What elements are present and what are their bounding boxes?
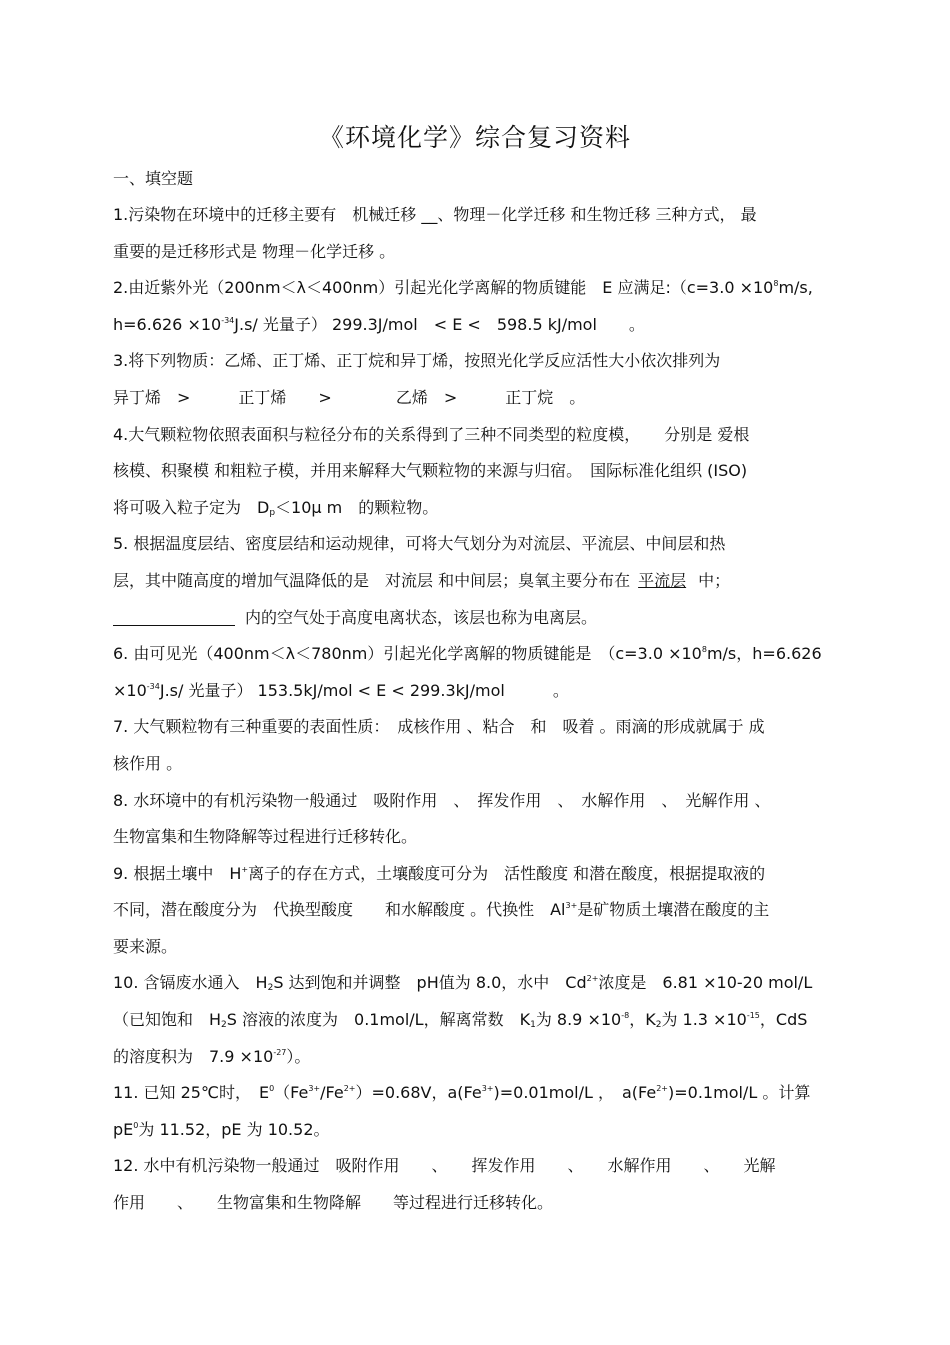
q10-text-g: ，K xyxy=(629,1010,656,1030)
q5-text-c: 内的空气处于高度电离状态，该层也称为电离层。 xyxy=(245,607,598,627)
q10-text-j: 的溶度积为 7.9 ×10 xyxy=(113,1046,274,1066)
q2-exp1: 8 xyxy=(773,279,779,289)
q11-line1 xyxy=(113,1075,848,1112)
q5-line1: 5. 根据温度层结、密度层结和运动规律，可将大气划分为对流层、平流层、中间层和热 xyxy=(113,534,726,554)
q2-text-b: m/s, xyxy=(778,278,813,298)
q2-text-d: J.s/ 光量子） 299.3J/mol < E < 598.5 kJ/mol 。 xyxy=(234,314,645,334)
q8-line2: 生物富集和生物降解等过程进行迁移转化。 xyxy=(113,827,418,847)
q3-line2: 异丁烯 > 正丁烯 > 乙烯 > 正丁烷 。 xyxy=(113,387,586,407)
q7-line1: 7. 大气颗粒物有三种重要的表面性质： 成核作用 、粘合 和 吸着 。雨滴的形成就属于 成 xyxy=(113,717,765,737)
q6-text-c: ×10 xyxy=(113,680,147,700)
q10-text-a: 10. 含镉废水通入 H xyxy=(113,973,268,993)
q10-text-e: S 溶液的浓度为 0.1mol/L，解离常数 K xyxy=(226,1010,531,1030)
q5-line3 xyxy=(113,600,848,637)
q9-text-c: 不同，潜在酸度分为 代换型酸度 和水解酸度 。代换性 Al xyxy=(113,900,566,920)
q10-text-h: 为 1.3 ×10 xyxy=(661,1010,747,1030)
q10-text-c: 浓度是 6.81 ×10-20 mol/L xyxy=(598,973,813,993)
q6-text-b: m/s，h=6.626 xyxy=(706,644,822,664)
q5-text-b: 中； xyxy=(698,570,731,590)
q9-text-d: 是矿物质土壤潜在酸度的主 xyxy=(577,900,770,920)
q2-line2 xyxy=(113,307,848,344)
q1-line1: 1.污染物在环境中的迁移主要有 机械迁移 __、物理－化学迁移 和生物迁移 三种方式， 最 xyxy=(113,205,757,224)
q6-text-d: J.s/ 光量子） 153.5kJ/mol < E < 299.3kJ/mol 。 xyxy=(159,680,569,700)
q11-sup3: 2+ xyxy=(343,1084,356,1094)
q11-text-g: pE xyxy=(113,1119,134,1139)
q6-exp2: -34 xyxy=(146,681,160,691)
q4-text-b: ＜10μ m 的颗粒物。 xyxy=(275,497,439,517)
q7-line2: 核作用 。 xyxy=(113,753,183,773)
q11-text-f: )=0.1mol/L 。计算 xyxy=(668,1083,811,1103)
q9-text-b: 离子的存在方式，土壤酸度可分为 活性酸度 和潜在酸度，根据提取液的 xyxy=(248,863,766,883)
q12-line2: 作用 、 生物富集和生物降解 等过程进行迁移转化。 xyxy=(113,1193,554,1213)
q2-exp2: -34 xyxy=(221,315,235,325)
q6-line2 xyxy=(113,673,848,710)
q9-text-a: 9. 根据土壤中 H xyxy=(113,863,242,883)
q10-line3 xyxy=(113,1039,848,1076)
q8-line1: 8. 水环境中的有机污染物一般通过 吸附作用 、 挥发作用 、 水解作用 、 光解作用 、 xyxy=(113,790,771,810)
q11-sup2: 3+ xyxy=(308,1084,321,1094)
q10-text-b: S 达到饱和并调整 pH值为 8.0，水中 Cd xyxy=(273,973,587,993)
q10-text-k: ）。 xyxy=(286,1046,311,1066)
q10-sup4: -27 xyxy=(273,1047,287,1057)
q9-line1 xyxy=(113,856,848,893)
q4-text-a: 将可吸入粒子定为 D xyxy=(113,497,270,517)
q6-line1 xyxy=(113,636,848,673)
q11-line2 xyxy=(113,1112,848,1149)
q3-line1: 3.将下列物质：乙烯、正丁烯、正丁烷和异丁烯，按照光化学反应活性大小依次排列为 xyxy=(113,351,721,371)
q5-line2 xyxy=(113,563,848,600)
q11-sup6: 0 xyxy=(133,1120,139,1130)
q4-line2: 核模、积聚模 和粗粒子模，并用来解释大气颗粒物的来源与归宿。 国际标准化组织 (ISO) xyxy=(113,461,748,481)
q11-sup5: 2+ xyxy=(656,1084,669,1094)
q10-text-d: （已知饱和 H xyxy=(113,1010,222,1030)
q6-text-a: 6. 由可见光（400nm＜λ＜780nm）引起光化学离解的物质键能是 （c=3.0 ×10 xyxy=(113,644,702,664)
q10-line2 xyxy=(113,1002,848,1039)
q11-sup1: 0 xyxy=(269,1084,275,1094)
q10-sub4: 2 xyxy=(655,1020,662,1031)
q11-text-c: /Fe xyxy=(320,1083,344,1103)
q2-text-c: h=6.626 ×10 xyxy=(113,314,222,334)
q9-line3: 要来源。 xyxy=(113,936,178,956)
q11-text-e: )=0.01mol/L ， a(Fe xyxy=(493,1083,657,1103)
q4-line3 xyxy=(113,490,848,527)
q4-sub: p xyxy=(269,507,276,518)
q10-sup3: -15 xyxy=(746,1011,760,1021)
q9-sup1: + xyxy=(241,864,249,874)
q4-line1: 4.大气颗粒物依照表面积与粒径分布的关系得到了三种不同类型的粒度模， 分别是 爱根 xyxy=(113,424,750,444)
q9-line2 xyxy=(113,892,848,929)
q1-line2: 重要的是迁移形式是 物理－化学迁移 。 xyxy=(113,241,396,261)
q11-text-d: ）=0.68V，a(Fe xyxy=(355,1083,482,1103)
q10-sub1: 2 xyxy=(267,983,274,994)
q10-text-i: ，CdS xyxy=(759,1010,808,1030)
q2-line1 xyxy=(113,270,848,307)
q6-exp1: 8 xyxy=(701,645,707,655)
q5-answer-underlined: 平流层 xyxy=(638,570,687,590)
q10-line1 xyxy=(113,965,848,1002)
question-list xyxy=(113,197,848,1222)
q10-sup2: -8 xyxy=(621,1011,630,1021)
q10-sub2: 2 xyxy=(221,1020,227,1031)
q12-line1: 12. 水中有机污染物一般通过 吸附作用 、 挥发作用 、 水解作用 、 光解 xyxy=(113,1156,776,1176)
q10-text-f: 为 8.9 ×10 xyxy=(535,1010,622,1030)
section-heading: 一、填空题 xyxy=(113,169,194,188)
q10-sup1: 2+ xyxy=(586,974,599,984)
q5-blank xyxy=(113,605,235,626)
page-title: 《环境化学》综合复习资料 xyxy=(318,123,631,152)
q11-text-a: 11. 已知 25℃时， E xyxy=(113,1083,270,1103)
q5-text-a: 层，其中随高度的增加气温降低的是 对流层 和中间层；臭氧主要分布在 xyxy=(113,570,631,590)
q11-sup4: 3+ xyxy=(481,1084,494,1094)
q11-text-h: 为 11.52，pE 为 10.52。 xyxy=(138,1119,330,1139)
q9-sup2: 3+ xyxy=(565,901,578,911)
q10-sub3: 1 xyxy=(530,1020,536,1031)
q11-text-b: （Fe xyxy=(274,1083,309,1103)
q2-text-a: 2.由近紫外光（200nm＜λ＜400nm）引起光化学离解的物质键能 E 应满足:（c=3.0 ×10 xyxy=(113,278,774,298)
